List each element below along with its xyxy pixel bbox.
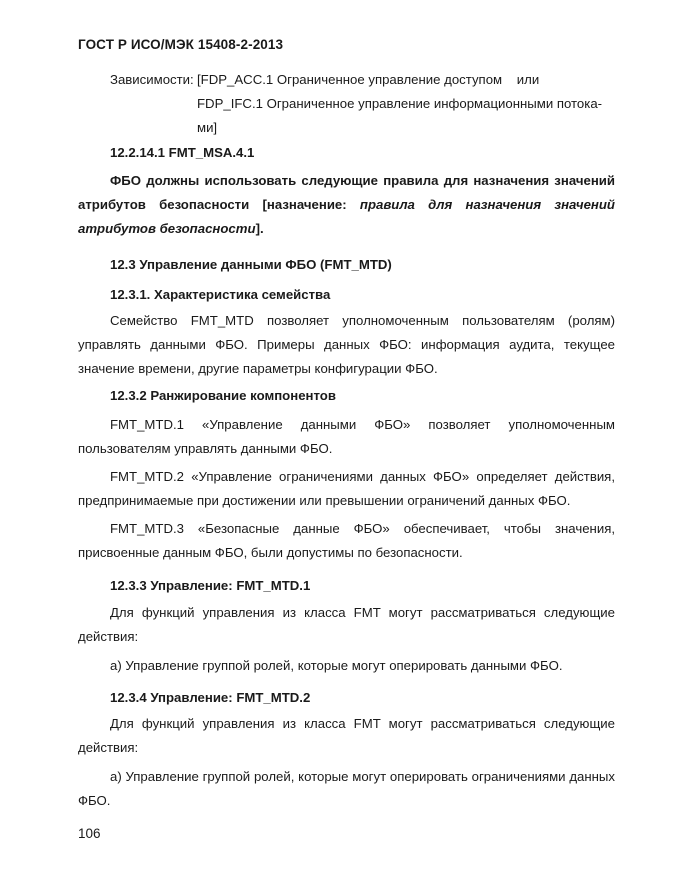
page-number: 106 <box>78 826 101 841</box>
dependencies-label: Зависимости: <box>110 72 194 87</box>
section-heading-12-3-2: 12.3.2 Ранжирование компонентов <box>110 388 336 403</box>
dependency-line-3: ми] <box>197 120 218 135</box>
family-description-text: Семейство FMT_MTD позволяет уполномоченным пользователям (ролям) управлять данными ФБО. Примеры данных ФБО: информация аудита, текущее значение времени, другие параметры конфигурации ФБО. <box>78 313 615 376</box>
element-fmt-msa-4-1-text <box>78 169 615 241</box>
component-fmt-mtd-1-text: FMT_MTD.1 «Управление данными ФБО» позволяет уполномоченным пользователям управлять данными ФБО. <box>78 417 615 456</box>
component-fmt-mtd-3-text: FMT_MTD.3 «Безопасные данные ФБО» обеспечивает, чтобы значения, присвоенные данным ФБО, были допустимы по безопасности. <box>78 521 615 560</box>
section-heading-12-3-3: 12.3.3 Управление: FMT_MTD.1 <box>110 578 311 593</box>
dependencies-list <box>197 68 615 140</box>
element-text-bold: ФБО должны использовать следующие правила для назначения значений атрибутов безопасности [назначение: <box>78 173 615 212</box>
management-mtd-1-item-a: а) Управление группой ролей, которые могут оперировать данными ФБО. <box>110 658 563 673</box>
section-heading-12-2-14-1: 12.2.14.1 FMT_MSA.4.1 <box>110 145 255 160</box>
section-heading-12-3-1: 12.3.1. Характеристика семейства <box>110 287 331 302</box>
component-fmt-mtd-2-text: FMT_MTD.2 «Управление ограничениями данных ФБО» определяет действия, предпринимаемые при достижении или превышении ограничений данных ФБО. <box>78 469 615 508</box>
section-heading-12-3-4: 12.3.4 Управление: FMT_MTD.2 <box>110 690 311 705</box>
dependency-line-1: [FDP_ACC.1 Ограниченное управление доступом или <box>197 72 540 87</box>
section-heading-12-3: 12.3 Управление данными ФБО (FMT_MTD) <box>110 257 392 272</box>
element-text-italic: правила для назначения значений атрибутов безопасности <box>78 197 615 236</box>
dependency-line-2: FDP_IFC.1 Ограниченное управление информационными потока- <box>197 96 603 111</box>
management-mtd-1-text: Для функций управления из класса FMT могут рассматриваться следующие действия: <box>78 605 615 644</box>
management-mtd-2-item-a: а) Управление группой ролей, которые могут оперировать ограничениями данных ФБО. <box>78 769 615 808</box>
management-mtd-2-text: Для функций управления из класса FMT могут рассматриваться следующие действия: <box>78 716 615 755</box>
document-header: ГОСТ Р ИСО/МЭК 15408-2-2013 <box>78 37 284 52</box>
element-text-end: ]. <box>255 221 264 236</box>
